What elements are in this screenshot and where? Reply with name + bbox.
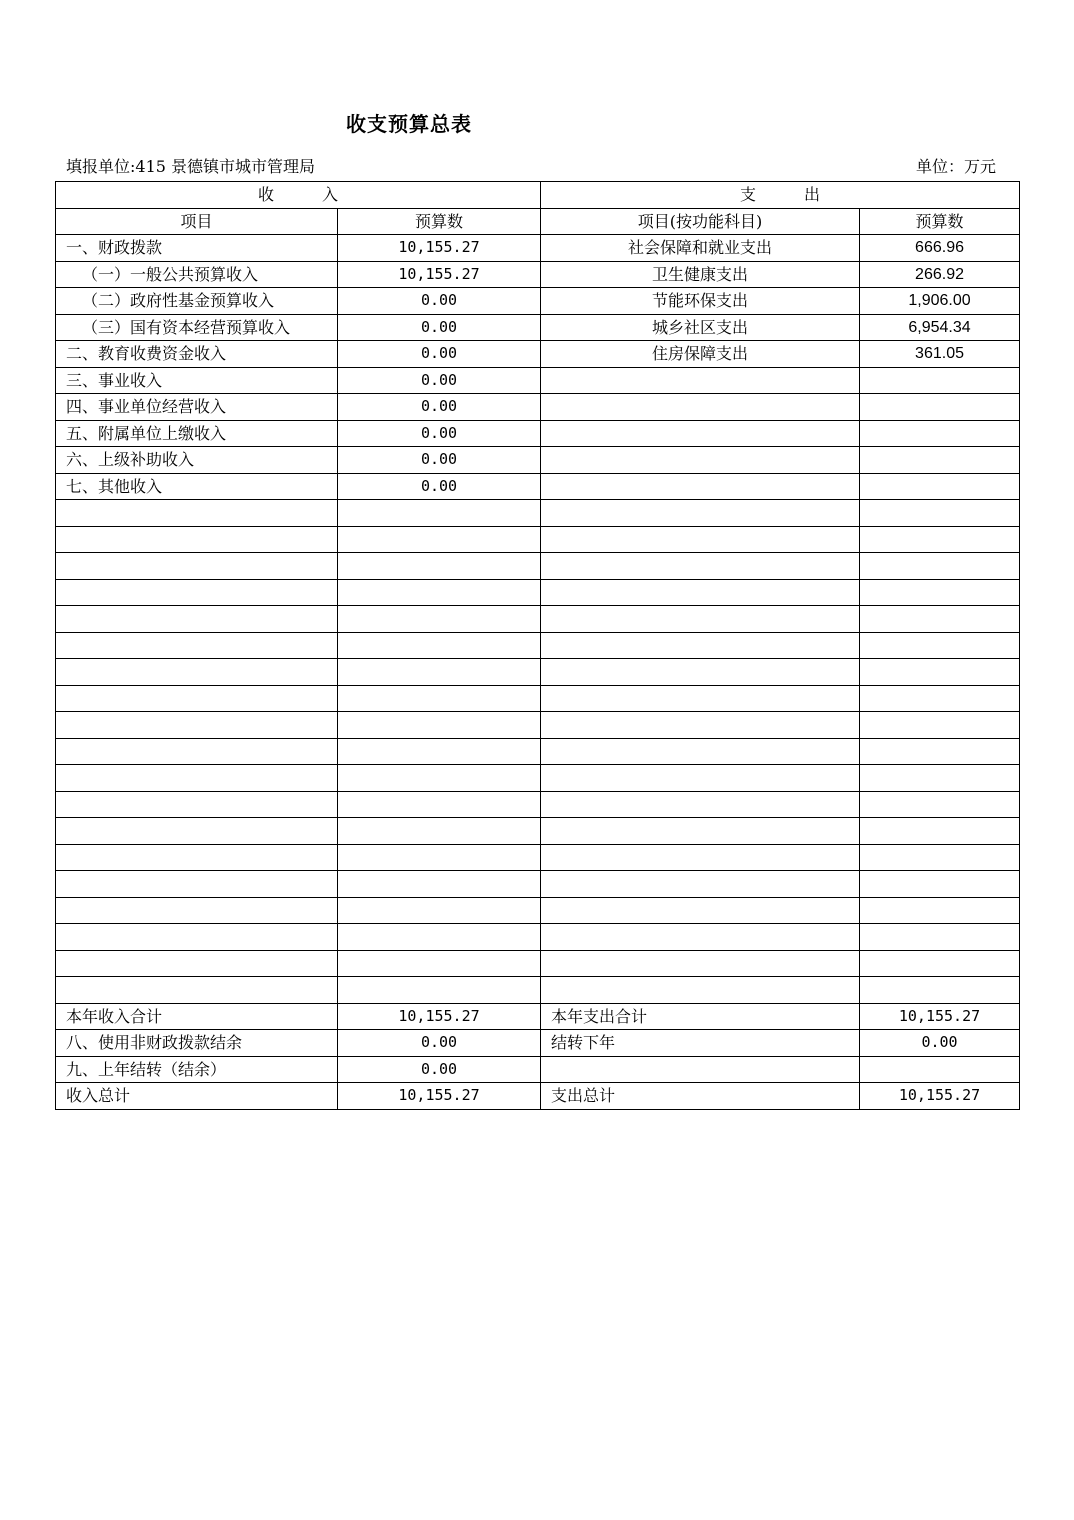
expense-item-label (541, 367, 860, 394)
expense-item-label (541, 844, 860, 871)
table-row (56, 818, 1020, 845)
income-total-label: 收入总计 (56, 1083, 338, 1110)
expense-item-value (860, 473, 1020, 500)
income-item-value (338, 712, 541, 739)
header-row-group (56, 182, 1020, 209)
expense-item-value (860, 950, 1020, 977)
table-row (56, 871, 1020, 898)
income-item-label (56, 844, 338, 871)
expense-item-label (541, 871, 860, 898)
reporting-unit: 填报单位:415 景德镇市城市管理局 (66, 157, 316, 176)
table-row (56, 950, 1020, 977)
expense-item-label (541, 685, 860, 712)
col-amount2-header: 预算数 (860, 208, 1020, 235)
income-item-label: （三）国有资本经营预算收入 (56, 314, 338, 341)
table-row (56, 712, 1020, 739)
expense-item-label (541, 818, 860, 845)
income-item-value (338, 844, 541, 871)
income-item-value (338, 685, 541, 712)
expense-item-label: 卫生健康支出 (541, 261, 860, 288)
income-item-label (56, 791, 338, 818)
income-item-value: 0.00 (338, 473, 541, 500)
page-title: 收支预算总表 (346, 112, 472, 136)
expense-item-value: 6,954.34 (860, 314, 1020, 341)
expense-item-label (541, 420, 860, 447)
expense-item-value (860, 500, 1020, 527)
expense-item-value (860, 553, 1020, 580)
income-item-value (338, 659, 541, 686)
income-item-value (338, 738, 541, 765)
income-item-label: 一、财政拨款 (56, 235, 338, 262)
income-item-label (56, 685, 338, 712)
table-row (56, 791, 1020, 818)
income-year-value: 10,155.27 (338, 1003, 541, 1030)
table-row (56, 314, 1020, 341)
expense-item-value (860, 685, 1020, 712)
expense-item-label (541, 394, 860, 421)
income-item-value (338, 606, 541, 633)
expense-item-label (541, 738, 860, 765)
income-item-label: 五、附属单位上缴收入 (56, 420, 338, 447)
expense-item-value (860, 791, 1020, 818)
expense-item-value (860, 818, 1020, 845)
expense-item-label (541, 950, 860, 977)
income-item-label (56, 526, 338, 553)
income-item-value (338, 526, 541, 553)
income-item-value: 10,155.27 (338, 261, 541, 288)
income-item-label: （二）政府性基金预算收入 (56, 288, 338, 315)
total-row-year (56, 1003, 1020, 1030)
expense-year-label: 本年支出合计 (541, 1003, 860, 1030)
income-item-label (56, 712, 338, 739)
table-row (56, 288, 1020, 315)
expense-item-value (860, 367, 1020, 394)
income-item-value: 0.00 (338, 420, 541, 447)
income-item-label (56, 897, 338, 924)
expense-item-label (541, 473, 860, 500)
header-row-columns (56, 208, 1020, 235)
table-row (56, 367, 1020, 394)
empty-cell (541, 1056, 860, 1083)
income-item-value: 10,155.27 (338, 235, 541, 262)
table-row (56, 553, 1020, 580)
income-total-value: 10,155.27 (338, 1083, 541, 1110)
col-func-item-header: 项目(按功能科目) (541, 208, 860, 235)
income-item-label (56, 950, 338, 977)
expense-item-value (860, 712, 1020, 739)
non-fiscal-value: 0.00 (338, 1030, 541, 1057)
income-item-label: （一）一般公共预算收入 (56, 261, 338, 288)
expense-item-label (541, 447, 860, 474)
empty-cell (860, 1056, 1020, 1083)
expense-item-label (541, 924, 860, 951)
table-row (56, 844, 1020, 871)
table-row (56, 685, 1020, 712)
table-row (56, 526, 1020, 553)
table-row (56, 420, 1020, 447)
table-row (56, 261, 1020, 288)
income-item-value: 0.00 (338, 288, 541, 315)
expense-item-label (541, 659, 860, 686)
expense-item-value (860, 420, 1020, 447)
income-item-label: 四、事业单位经营收入 (56, 394, 338, 421)
expense-item-value (860, 659, 1020, 686)
income-item-value (338, 632, 541, 659)
budget-table (55, 181, 1020, 1110)
expense-item-value: 1,906.00 (860, 288, 1020, 315)
income-item-label (56, 500, 338, 527)
carry-next-label: 结转下年 (541, 1030, 860, 1057)
table-row (56, 659, 1020, 686)
expense-item-value (860, 632, 1020, 659)
table-row (56, 394, 1020, 421)
col-amount-header: 预算数 (338, 208, 541, 235)
expense-item-label (541, 765, 860, 792)
total-row-nonfiscal (56, 1030, 1020, 1057)
income-item-label (56, 579, 338, 606)
income-item-label (56, 977, 338, 1004)
expense-item-label (541, 897, 860, 924)
income-item-label (56, 924, 338, 951)
table-row (56, 632, 1020, 659)
col-item-header: 项目 (56, 208, 338, 235)
expense-item-value (860, 871, 1020, 898)
expense-total-value: 10,155.27 (860, 1083, 1020, 1110)
table-row (56, 341, 1020, 368)
expense-item-value (860, 526, 1020, 553)
income-header: 收 入 (56, 182, 541, 209)
income-year-label: 本年收入合计 (56, 1003, 338, 1030)
table-row (56, 977, 1020, 1004)
expense-item-value (860, 394, 1020, 421)
expense-item-value: 361.05 (860, 341, 1020, 368)
table-row (56, 897, 1020, 924)
income-item-label (56, 659, 338, 686)
income-item-label (56, 871, 338, 898)
expense-item-label (541, 632, 860, 659)
income-item-value (338, 977, 541, 1004)
income-item-value (338, 500, 541, 527)
expense-item-label (541, 712, 860, 739)
expense-year-value: 10,155.27 (860, 1003, 1020, 1030)
carry-next-value: 0.00 (860, 1030, 1020, 1057)
expense-item-value (860, 977, 1020, 1004)
income-item-value (338, 765, 541, 792)
income-item-label (56, 738, 338, 765)
table-row (56, 235, 1020, 262)
expense-item-label: 社会保障和就业支出 (541, 235, 860, 262)
income-item-value: 0.00 (338, 394, 541, 421)
expense-total-label: 支出总计 (541, 1083, 860, 1110)
income-item-value: 0.00 (338, 314, 541, 341)
income-item-value (338, 791, 541, 818)
currency-unit: 单位：万元 (916, 157, 997, 176)
expense-item-label (541, 791, 860, 818)
expense-item-label (541, 606, 860, 633)
expense-item-label: 节能环保支出 (541, 288, 860, 315)
income-item-value (338, 950, 541, 977)
income-item-value (338, 871, 541, 898)
total-row-grand (56, 1083, 1020, 1110)
income-item-value (338, 553, 541, 580)
income-item-value (338, 818, 541, 845)
table-row (56, 765, 1020, 792)
expense-item-value: 266.92 (860, 261, 1020, 288)
income-item-label (56, 818, 338, 845)
table-row (56, 473, 1020, 500)
expense-item-value: 666.96 (860, 235, 1020, 262)
table-row (56, 924, 1020, 951)
table-row (56, 500, 1020, 527)
income-item-value: 0.00 (338, 341, 541, 368)
expense-item-value (860, 579, 1020, 606)
expense-item-label (541, 526, 860, 553)
expense-item-label (541, 579, 860, 606)
prev-year-label: 九、上年结转（结余） (56, 1056, 338, 1083)
expense-item-label (541, 500, 860, 527)
expense-header: 支 出 (541, 182, 1020, 209)
expense-item-value (860, 924, 1020, 951)
income-item-value: 0.00 (338, 367, 541, 394)
income-item-label: 六、上级补助收入 (56, 447, 338, 474)
expense-item-label (541, 977, 860, 1004)
expense-item-value (860, 897, 1020, 924)
income-item-label (56, 765, 338, 792)
income-item-value: 0.00 (338, 447, 541, 474)
expense-item-value (860, 844, 1020, 871)
income-item-value (338, 924, 541, 951)
income-item-value (338, 897, 541, 924)
income-item-label: 三、事业收入 (56, 367, 338, 394)
expense-item-value (860, 606, 1020, 633)
non-fiscal-label: 八、使用非财政拨款结余 (56, 1030, 338, 1057)
prev-year-value: 0.00 (338, 1056, 541, 1083)
total-row-prev (56, 1056, 1020, 1083)
table-row (56, 738, 1020, 765)
income-item-label (56, 632, 338, 659)
table-row (56, 579, 1020, 606)
income-item-value (338, 579, 541, 606)
expense-item-value (860, 447, 1020, 474)
expense-item-label: 城乡社区支出 (541, 314, 860, 341)
table-row (56, 447, 1020, 474)
income-item-label: 七、其他收入 (56, 473, 338, 500)
expense-item-value (860, 738, 1020, 765)
table-row (56, 606, 1020, 633)
expense-item-label: 住房保障支出 (541, 341, 860, 368)
expense-item-label (541, 553, 860, 580)
income-item-label: 二、教育收费资金收入 (56, 341, 338, 368)
expense-item-value (860, 765, 1020, 792)
income-item-label (56, 606, 338, 633)
income-item-label (56, 553, 338, 580)
